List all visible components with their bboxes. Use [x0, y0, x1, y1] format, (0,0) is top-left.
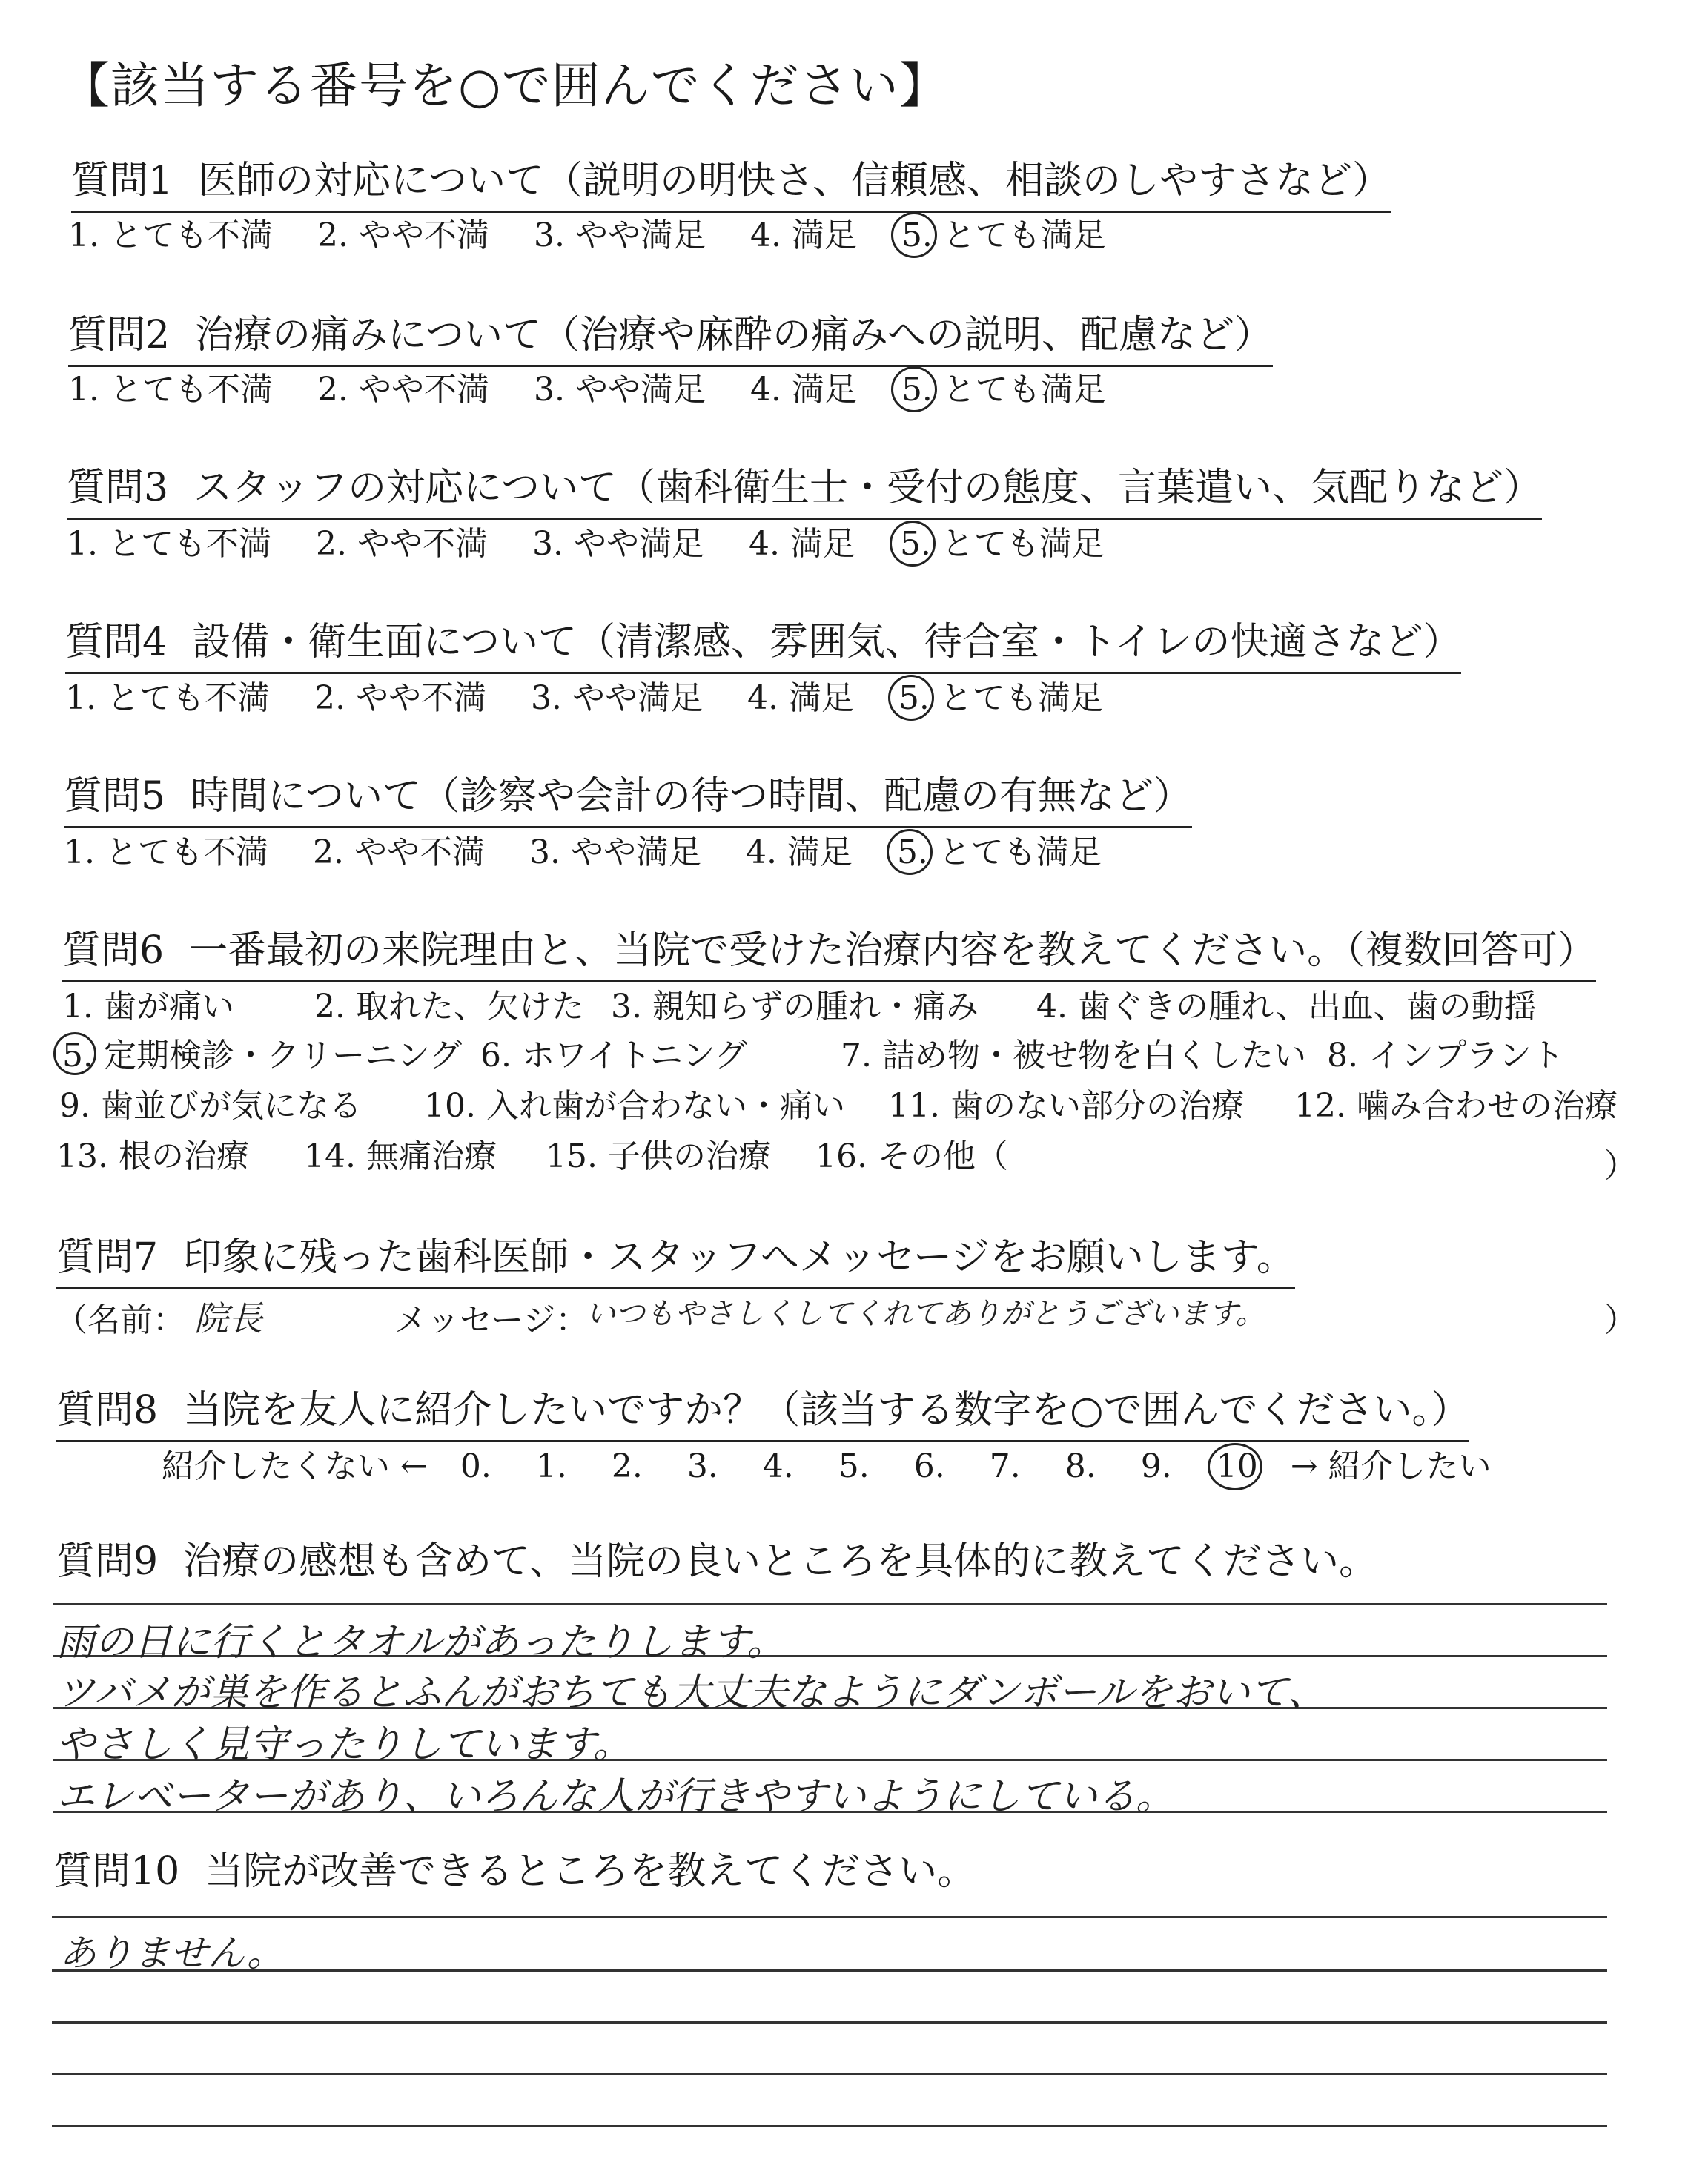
option-1[interactable]: 1. とても不満: [68, 217, 273, 254]
question-9-heading: [56, 1539, 1378, 1591]
option-1[interactable]: 1. とても不満: [67, 525, 271, 563]
question-4-options: [65, 679, 1137, 717]
option-4[interactable]: 4. 満足: [745, 833, 853, 871]
scale-3[interactable]: 3.: [686, 1447, 718, 1485]
q8-left-label: 紹介したくない ←: [162, 1447, 428, 1485]
question-1-options: [68, 219, 1140, 252]
q6-option-8[interactable]: 8. インプラント: [1327, 1037, 1564, 1074]
option-2[interactable]: 2. やや不満: [314, 679, 486, 717]
q10-line-1: [52, 1969, 1607, 1972]
q8-right-label: → 紹介したい: [1290, 1447, 1492, 1485]
question-9-text: 治療の感想も含めて、当院の良いところを具体的に教えてください。: [183, 1539, 1378, 1584]
question-7-heading: [56, 1235, 1295, 1289]
option-3[interactable]: 3. やや満足: [529, 833, 701, 871]
scale-8[interactable]: 8.: [1065, 1447, 1096, 1485]
question-10-heading: [53, 1849, 976, 1901]
q6-option-10[interactable]: 10. 入れ歯が合わない・痛い: [424, 1087, 845, 1125]
option-1[interactable]: 1. とても不満: [68, 371, 273, 409]
option-2[interactable]: 2. やや不満: [317, 217, 489, 254]
q9-answer-line-3[interactable]: やさしく見守ったりしています。: [56, 1723, 632, 1767]
question-1-label: 質問1: [71, 159, 173, 203]
question-2-text: 治療の痛みについて（治療や麻酔の痛みへの説明、配慮など）: [195, 313, 1274, 357]
q7-name-label: （名前：: [55, 1301, 185, 1339]
question-5-text: 時間について（診察や会計の待つ時間、配慮の有無など）: [191, 774, 1193, 819]
q6-option-5-selected[interactable]: 5. 定期検診・クリーニング: [62, 1037, 463, 1074]
q6-option-2[interactable]: 2. 取れた、欠けた: [314, 988, 584, 1025]
scale-6[interactable]: 6.: [913, 1447, 945, 1485]
q7-close-paren: ）: [1604, 1301, 1637, 1339]
scale-9[interactable]: 9.: [1140, 1447, 1172, 1485]
option-5-selected[interactable]: 5. とても満足: [901, 371, 1106, 409]
q10-line-2: [52, 2021, 1607, 2024]
question-2-options: [68, 371, 1140, 409]
question-6-text: 一番最初の来院理由と、当院で受けた治療内容を教えてください。（複数回答可）: [189, 928, 1597, 973]
q7-message-label: メッセージ：: [394, 1301, 589, 1339]
question-6-label: 質問6: [62, 928, 165, 973]
question-4-heading: [65, 620, 1462, 674]
question-3-text: スタッフの対応について（歯科衛生士・受付の態度、言葉遣い、気配りなど）: [193, 466, 1543, 510]
question-4-text: 設備・衛生面について（清潔感、雰囲気、待合室・トイレの快適さなど）: [192, 620, 1462, 664]
question-10-text: 当院が改善できるところを教えてください。: [205, 1849, 976, 1894]
question-9-label: 質問9: [56, 1539, 159, 1584]
option-4[interactable]: 4. 満足: [749, 371, 857, 409]
scale-7[interactable]: 7.: [989, 1447, 1021, 1485]
question-8-label: 質問8: [56, 1388, 159, 1433]
question-2-heading: [68, 313, 1274, 367]
q10-answer-line-1[interactable]: ありません。: [59, 1932, 284, 1975]
option-4[interactable]: 4. 満足: [748, 525, 855, 563]
question-5-options: [64, 833, 1136, 871]
option-5-selected[interactable]: 5. とても満足: [899, 525, 1105, 563]
q9-answer-line-1[interactable]: 雨の日に行くとタオルがあったりします。: [56, 1620, 786, 1665]
option-5-selected[interactable]: 5. とても満足: [896, 833, 1102, 871]
option-1[interactable]: 1. とても不満: [64, 833, 268, 871]
scale-0[interactable]: 0.: [460, 1447, 491, 1485]
question-3-label: 質問3: [67, 466, 169, 510]
question-7-text: 印象に残った歯科医師・スタッフへメッセージをお願いします。: [183, 1235, 1295, 1280]
q6-option-9[interactable]: 9. 歯並びが気になる: [59, 1087, 362, 1125]
question-2-label: 質問2: [68, 313, 171, 357]
q10-line-3: [52, 2073, 1607, 2075]
q6-option-1[interactable]: 1. 歯が痛い: [62, 988, 234, 1025]
q6-option-13[interactable]: 13. 根の治療: [56, 1137, 249, 1175]
question-8-text: 当院を友人に紹介したいですか？（該当する数字を○で囲んでください。）: [183, 1388, 1470, 1433]
option-4[interactable]: 4. 満足: [749, 217, 857, 254]
q6-option-6[interactable]: 6. ホワイトニング: [480, 1037, 748, 1074]
q9-answer-line-2[interactable]: ツバメが巣を作るとふんがおちても大丈夫なようにダンボールをおいて、: [56, 1671, 1326, 1715]
q8-scale: [162, 1447, 1492, 1485]
q6-option-15[interactable]: 15. 子供の治療: [546, 1137, 771, 1175]
option-2[interactable]: 2. やや不満: [312, 833, 485, 871]
scale-1[interactable]: 1.: [535, 1447, 567, 1485]
q6-option-14[interactable]: 14. 無痛治療: [304, 1137, 497, 1175]
form-title: 【該当する番号を○で囲んでください】: [61, 57, 949, 114]
q10-line-0: [52, 1916, 1607, 1918]
option-3[interactable]: 3. やや満足: [533, 217, 706, 254]
option-4[interactable]: 4. 満足: [747, 679, 854, 717]
option-3[interactable]: 3. やや満足: [532, 525, 704, 563]
question-5-heading: [64, 774, 1193, 828]
question-1-text: 医師の対応について（説明の明快さ、信頼感、相談のしやすさなど）: [198, 159, 1391, 203]
scale-4[interactable]: 4.: [762, 1447, 794, 1485]
question-3-options: [67, 525, 1139, 563]
question-6-heading: [62, 928, 1597, 982]
question-10-label: 質問10: [53, 1849, 180, 1894]
option-5-selected[interactable]: 5. とても満足: [901, 217, 1106, 254]
scale-2[interactable]: 2.: [611, 1447, 643, 1485]
q7-name-value[interactable]: 院長: [194, 1298, 262, 1338]
q6-option-7[interactable]: 7. 詰め物・被せ物を白くしたい: [841, 1037, 1306, 1074]
q6-option-16[interactable]: 16. その他（: [815, 1137, 1008, 1175]
q10-line-4: [52, 2125, 1607, 2127]
option-1[interactable]: 1. とても不満: [65, 679, 270, 717]
question-3-heading: [67, 466, 1543, 520]
question-7-label: 質問7: [56, 1235, 159, 1280]
scale-5[interactable]: 5.: [838, 1447, 870, 1485]
option-2[interactable]: 2. やや不満: [317, 371, 489, 409]
question-8-heading: [56, 1388, 1470, 1442]
question-4-label: 質問4: [65, 620, 168, 664]
q6-close-paren: ）: [1604, 1147, 1637, 1185]
q6-option-4[interactable]: 4. 歯ぐきの腫れ、出血、歯の動揺: [1036, 988, 1537, 1025]
q6-option-11[interactable]: 11. 歯のない部分の治療: [888, 1087, 1244, 1125]
q9-answer-line-4[interactable]: エレベーターがあり、いろんな人が行きやすいようにしている。: [56, 1774, 1175, 1819]
q9-line-0: [53, 1603, 1607, 1605]
option-2[interactable]: 2. やや不満: [315, 525, 488, 563]
scale-10-selected[interactable]: 10: [1216, 1447, 1258, 1485]
option-5-selected[interactable]: 5. とても満足: [898, 679, 1103, 717]
option-3[interactable]: 3. やや満足: [530, 679, 703, 717]
q6-option-12[interactable]: 12. 噛み合わせの治療: [1294, 1087, 1618, 1125]
option-3[interactable]: 3. やや満足: [533, 371, 706, 409]
question-5-label: 質問5: [64, 774, 166, 819]
question-1-heading: [71, 159, 1391, 213]
q7-message-value[interactable]: いつもやさしくしてくれてありがとうございます。: [586, 1297, 1265, 1331]
q6-option-3[interactable]: 3. 親知らずの腫れ・痛み: [611, 988, 979, 1025]
